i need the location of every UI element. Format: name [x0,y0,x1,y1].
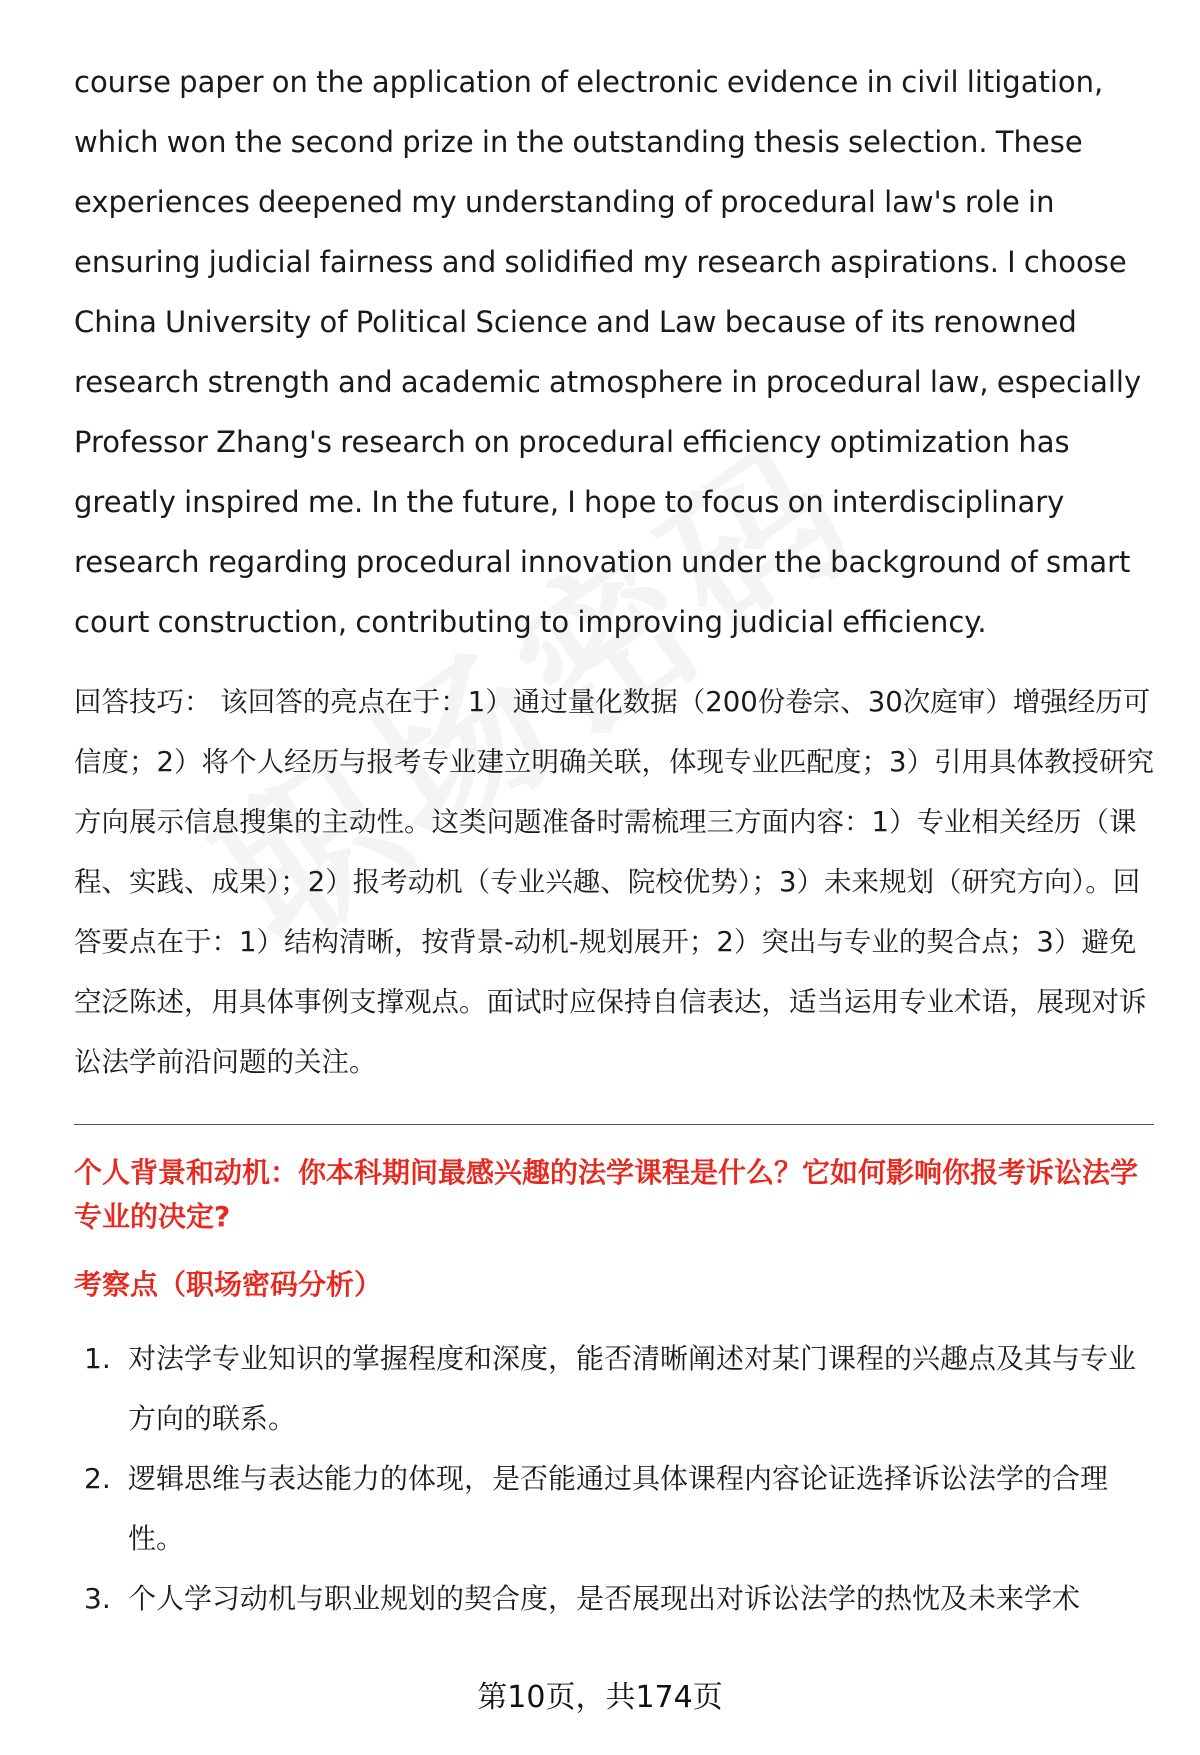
list-item [74,1569,1154,1629]
section-divider [74,1124,1154,1125]
interview-question: 个人背景和动机：你本科期间最感兴趣的法学课程是什么？它如何影响你报考诉讼法学专业的决定? [74,1156,1139,1233]
list-item-text: 个人学习动机与职业规划的契合度，是否展现出对诉讼法学的热忱及未来学术 [128,1582,1081,1615]
list-item-text: 对法学专业知识的掌握程度和深度，能否清晰阐述对某门课程的兴趣点及其与专业方向的联系。 [128,1342,1137,1435]
page-content [74,52,1154,1629]
answer-tips-paragraph: 回答技巧： 该回答的亮点在于：1）通过量化数据（200份卷宗、30次庭审）增强经历可信度；2）将个人经历与报考专业建立明确关联，体现专业匹配度；3）引用具体教授研究方向展示信息搜集的主动性。这类问题准备时需梳理三方面内容：1）专业相关经历（课程、实践、成果）；2）报考动机（专业兴趣、院校优势）；3）未来规划（研究方向）。回答要点在于：1）结构清晰，按背景-动机-规划展开；2）突出与专业的契合点；3）避免空泛陈述，用具体事例支撑观点。面试时应保持自信表达，适当运用专业术语，展现对诉讼法学前沿问题的关注。 [74,686,1154,1078]
exam-points-list [74,1329,1154,1629]
exam-points-heading: 考察点（职场密码分析） [74,1268,383,1301]
english-answer-paragraph: course paper on the application of electronic evidence in civil litigation, which won the second prize in the outstanding thesis selection. These experiences deepened my understanding of procedural law's role in ensuring judicial fairness and solidified my research aspirations. I choose China University of Political Science and Law because of its renowned research strength and academic atmosphere in procedural law, especially Professor Zhang's research on procedural efficiency optimization has greatly inspired me. In the future, I hope to focus on interdisciplinary research regarding procedural innovation under the background of smart court construction, contributing to improving judicial efficiency. [74,65,1142,639]
list-item-text: 逻辑思维与表达能力的体现，是否能通过具体课程内容论证选择诉讼法学的合理性。 [128,1462,1109,1555]
page-number-footer: 第10页，共174页 [477,1680,723,1715]
list-item [74,1329,1154,1449]
list-item-number: 2. [84,1462,111,1495]
list-item [74,1449,1154,1569]
list-item-number: 3. [84,1582,111,1615]
list-item-number: 1. [84,1342,111,1375]
